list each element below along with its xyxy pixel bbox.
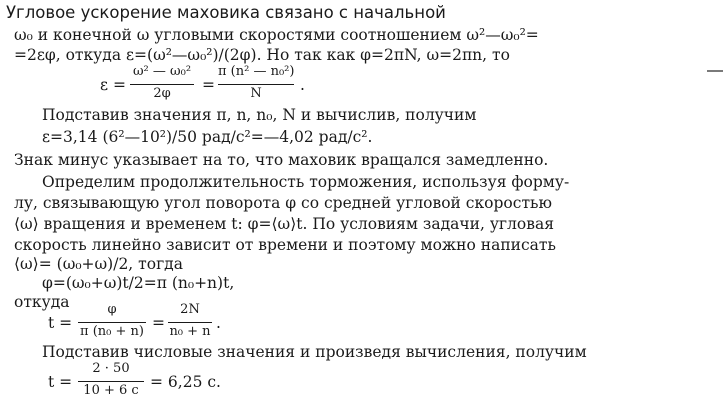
eq2-period: . (216, 314, 221, 332)
text-line-3: =2εφ, откуда ε=(ω²—ω₀²)/(2φ). Но так как φ=2πN, ω=2πn, то (14, 46, 510, 64)
eq1-lhs: ε = (100, 76, 126, 94)
text-line-10: ⟨ω⟩ вращения и временем t: φ=⟨ω⟩t. По условиям задачи, угловая (14, 215, 554, 233)
eq3-lhs: t = (48, 373, 73, 391)
eq1-fraction-bar-2 (218, 84, 294, 85)
eq2-equals: = (152, 314, 165, 332)
eq2-denominator-2: n₀ + n (169, 324, 211, 339)
margin-mark (707, 70, 723, 72)
eq2-lhs: t = (48, 314, 73, 332)
text-line-7: Знак минус указывает на то, что маховик вращался замедленно. (14, 151, 549, 169)
eq2-numerator-1: φ (107, 302, 117, 317)
text-line-16: Подставив числовые значения и произведя вычисления, получим (42, 343, 587, 361)
eq2-fraction-bar-1 (78, 322, 146, 323)
eq1-period: . (300, 76, 305, 94)
eq3-denominator: 10 + 6 с (83, 383, 139, 398)
text-line-9: лу, связывающую угол поворота φ со средней угловой скоростью (14, 194, 552, 212)
eq2-numerator-2: 2N (180, 302, 200, 317)
eq1-numerator-1: ω² — ω₀² (132, 64, 192, 79)
text-line-1: Угловое ускорение маховика связано с начальной (6, 3, 446, 22)
text-line-13: φ=(ω₀+ω)t/2=π (n₀+n)t, (42, 274, 235, 292)
text-line-2: ω₀ и конечной ω угловыми скоростями соотношением ω²—ω₀²= (14, 26, 539, 44)
eq3-numerator: 2 · 50 (92, 361, 130, 376)
eq1-equals: = (202, 76, 215, 94)
eq1-denominator-1: 2φ (153, 86, 171, 101)
eq1-denominator-2: N (250, 86, 262, 101)
text-line-11: скорость линейно зависит от времени и поэтому можно написать (14, 236, 556, 254)
text-line-14: откуда (14, 293, 70, 311)
eq1-fraction-bar-1 (130, 84, 194, 85)
eq3-fraction-bar (78, 381, 144, 382)
eq1-numerator-2: π (n² — n₀²) (218, 64, 295, 79)
text-line-8: Определим продолжительность торможения, используя форму- (42, 173, 570, 191)
text-line-12: ⟨ω⟩= (ω₀+ω)/2, тогда (14, 255, 183, 273)
eq2-denominator-1: π (n₀ + n) (80, 324, 144, 339)
eq2-fraction-bar-2 (168, 322, 212, 323)
text-line-6: ε=3,14 (6²—10²)/50 рад/с²=—4,02 рад/с². (42, 128, 373, 146)
eq3-result: = 6,25 с. (150, 373, 221, 391)
text-line-5: Подставив значения π, n, n₀, N и вычислив, получим (42, 106, 477, 124)
